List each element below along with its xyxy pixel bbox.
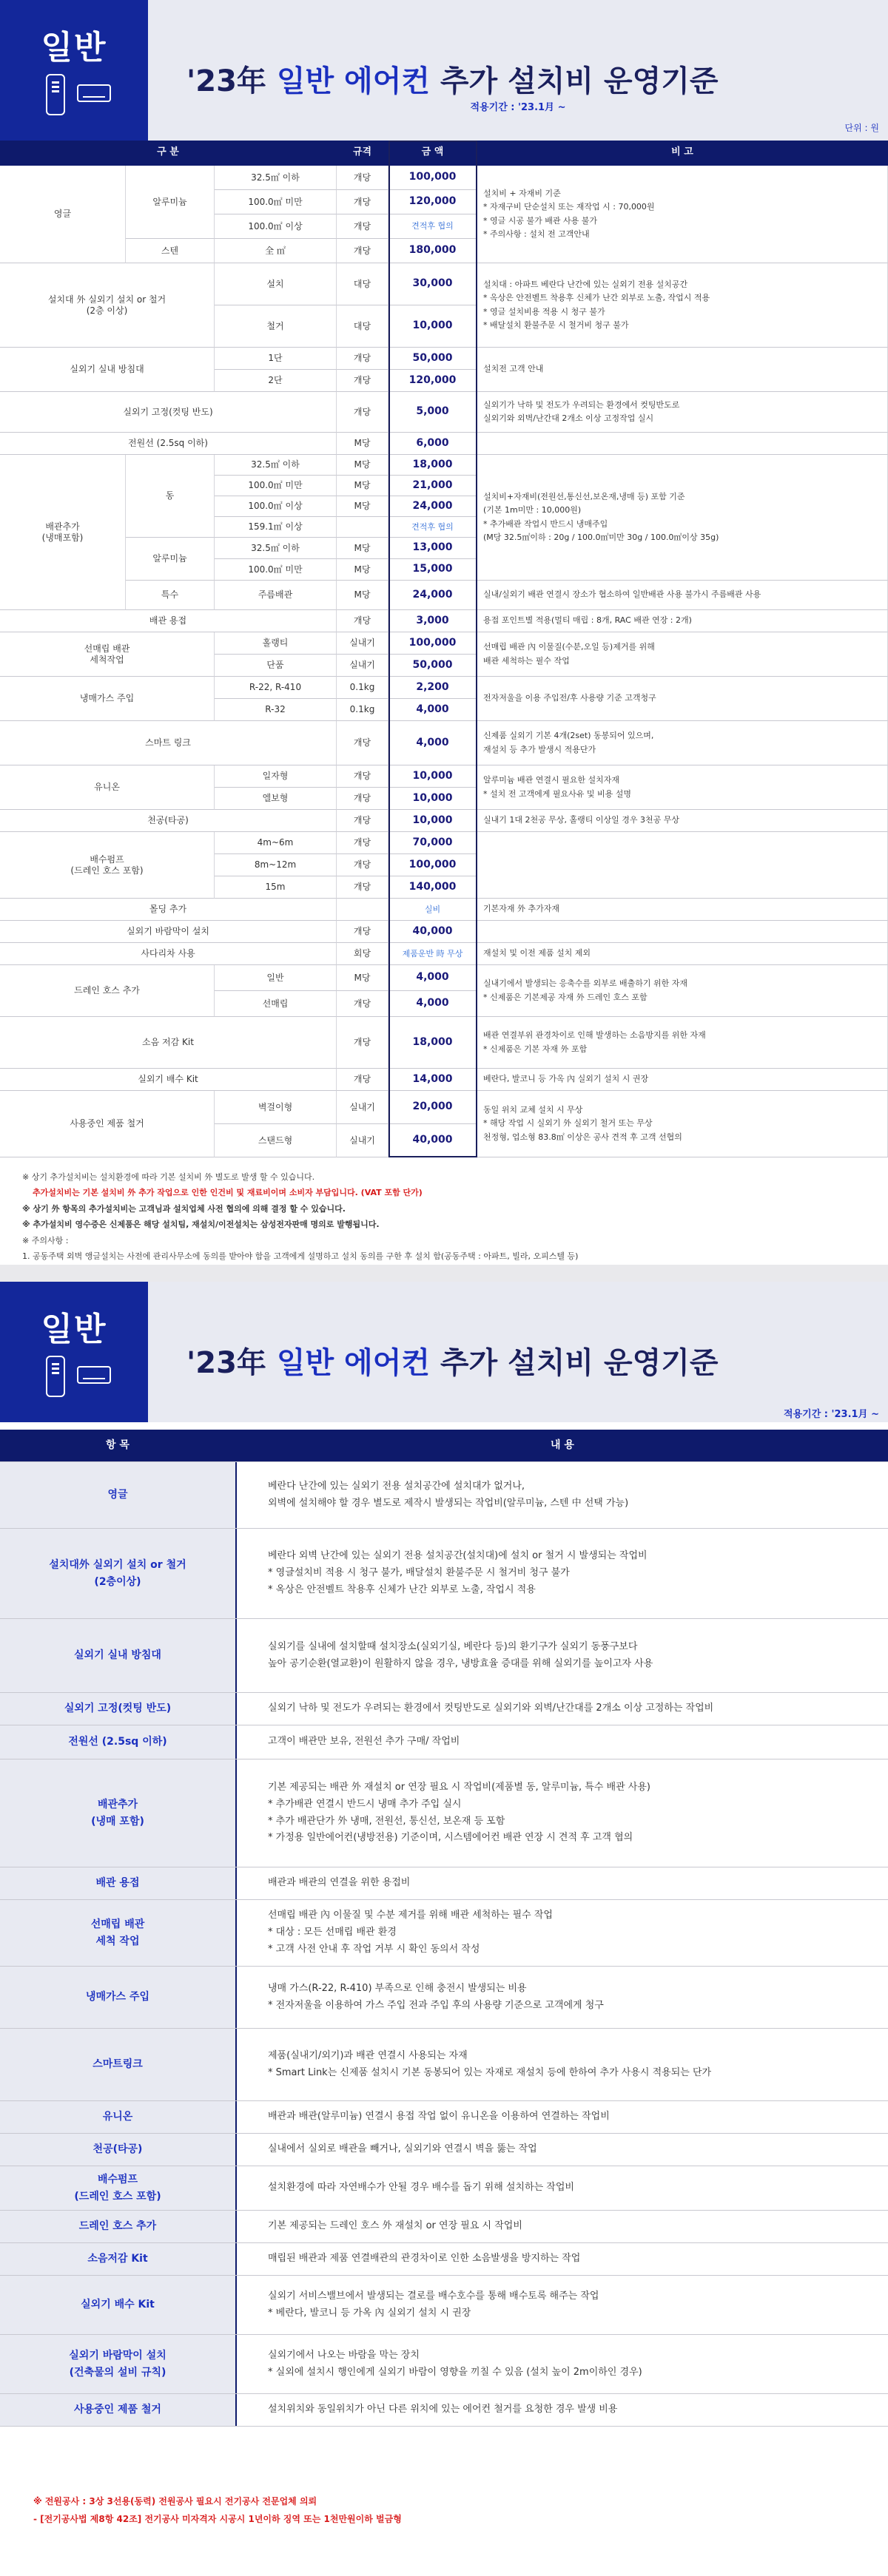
note-cell: 베란다, 발코니 등 가옥 內 실외기 설치 시 권장 — [477, 1069, 888, 1091]
row-label: 드레인 호스 추가 — [0, 965, 215, 1017]
col-category: 구 분 — [0, 141, 337, 166]
unit-cell: 개당 — [337, 392, 388, 433]
item-name-line: 설치대外 실외기 설치 or 철거 — [49, 1559, 186, 1572]
item-name — [0, 2211, 237, 2242]
footnote: ※ 상기 外 항목의 추가설치비는 고객님과 설치업체 사전 협의에 의해 결정 할 수 있습니다. — [22, 1203, 346, 1214]
item-name — [0, 2335, 237, 2393]
description-line: 실내에서 실외로 배관을 빼거나, 실외기와 연결시 벽을 뚫는 작업 — [268, 2143, 537, 2155]
unit-cell: 개당 — [337, 788, 388, 810]
row-label: 전원선 (2.5sq 이하) — [0, 433, 337, 455]
description-line: 실외기 낙하 및 전도가 우려되는 환경에서 컷팅반도로 실외기와 외벽/난간대를 2개소 이상 고정하는 작업비 — [268, 1703, 714, 1714]
unit-cell: 개당 — [337, 765, 388, 788]
description-line: 설치위치와 동일위치가 아닌 다른 위치에 있는 에어컨 철거를 요청한 경우 발생 비용 — [268, 2404, 618, 2416]
unit-cell: 개당 — [337, 1069, 388, 1091]
amount-cell: 5,000 — [388, 392, 477, 433]
amount-cell: 13,000 — [388, 538, 477, 559]
item-name-line: 사용중인 제품 철거 — [74, 2404, 161, 2416]
note-cell — [477, 921, 888, 943]
size-cell: 선매립 — [215, 991, 337, 1017]
row-label: 사용중인 제품 철거 — [0, 1091, 215, 1157]
item-description — [237, 2211, 888, 2242]
note-cell: 동일 위치 교체 설치 시 무상 * 해당 작업 시 실외기 外 실외기 철거 또는 무상 천정형, 업소형 83.8㎡ 이상은 공사 견적 후 고객 선협의 — [477, 1091, 888, 1157]
row-label: 배수펌프 (드레인 호스 포함) — [0, 832, 215, 899]
item-name-line: 스마트링크 — [92, 2058, 143, 2071]
item-name-line: 소음저감 Kit — [87, 2253, 148, 2265]
note-cell: 전자저울을 이용 주입전/후 사용량 기준 고객청구 — [477, 677, 888, 721]
size-cell: 100.0㎡ 미만 — [215, 476, 337, 496]
unit-cell: 실내기 — [337, 1124, 388, 1157]
row-label: 몰딩 추가 — [0, 899, 337, 921]
item-name — [0, 1967, 237, 2028]
row-label: 실외기 고정(컷팅 반도) — [0, 392, 337, 433]
price-table — [0, 141, 888, 1165]
brand-label: 일반 — [41, 1311, 107, 1348]
size-cell: 스탠드형 — [215, 1124, 337, 1157]
item-description — [237, 1759, 888, 1867]
footnote: ※ 추가설치비 영수증은 신제품은 해당 설치팀, 재설치/이전설치는 삼성전자판매 명의로 발행됩니다. — [22, 1220, 380, 1230]
description-line: * 영글설치비 적용 시 청구 불가, 배달설치 환불주문 시 철거비 청구 불가 — [268, 1567, 570, 1579]
amount-cell: 50,000 — [388, 655, 477, 677]
amount-cell: 14,000 — [388, 1069, 477, 1091]
description-line: * 대상 : 모든 선매립 배관 환경 — [268, 1927, 397, 1938]
item-name-line: (2층이상) — [94, 1575, 141, 1588]
item-name — [0, 1619, 237, 1692]
page-title: '23年 일반 에어컨 추가 설치비 운영기준 — [186, 64, 719, 98]
item-description — [237, 2029, 888, 2100]
row-sublabel: 스텐 — [126, 239, 215, 263]
item-name-line: (드레인 호스 포함) — [74, 2190, 161, 2203]
amount-cell: 30,000 — [388, 263, 477, 305]
item-name-line: 전원선 (2.5sq 이하) — [68, 1736, 167, 1748]
unit-cell: M당 — [337, 538, 388, 559]
unit-cell: 개당 — [337, 214, 388, 239]
description-line: * Smart Link는 신제품 설치시 기본 동봉되어 있는 자재로 재설치 등에 한하여 추가 사용시 적용되는 단가 — [268, 2066, 712, 2078]
description-line: 베란다 난간에 있는 실외기 전용 설치공간에 설치대가 없거나, — [268, 1480, 525, 1492]
size-cell: 철거 — [215, 305, 337, 348]
note-cell: 실내기 1대 2천공 무상, 홀랭티 이상일 경우 3천공 무상 — [477, 810, 888, 832]
description-line: 냉매 가스(R-22, R-410) 부족으로 인해 충전시 발생되는 비용 — [268, 1982, 527, 1994]
size-cell: 1단 — [215, 348, 337, 370]
item-name-line: 실외기 고정(컷팅 반도) — [64, 1703, 172, 1715]
item-name-line: 냉매가스 주입 — [85, 1991, 150, 2004]
row-label: 스마트 링크 — [0, 721, 337, 765]
amount-cell: 40,000 — [388, 921, 477, 943]
footnote: ※ 주의사항 : — [22, 1235, 69, 1245]
item-description — [237, 2276, 888, 2334]
item-name — [0, 2029, 237, 2100]
description-line: 배관과 배관의 연결을 위한 용접비 — [268, 1877, 411, 1889]
item-description — [237, 1900, 888, 1966]
footnotes — [22, 1169, 873, 1280]
unit-cell: 개당 — [337, 348, 388, 370]
description-line: * 고객 사전 안내 후 작업 거부 시 확인 동의서 작성 — [268, 1943, 480, 1955]
item-name-line: 실외기 바람막이 설치 — [69, 2350, 166, 2362]
unit-cell: M당 — [337, 559, 388, 581]
table-row — [0, 2276, 888, 2335]
item-name-line: 실외기 실내 방침대 — [74, 1649, 161, 1662]
row-label: 영글 — [0, 166, 126, 263]
section-divider — [0, 1265, 888, 1282]
amount-cell: 2,200 — [388, 677, 477, 699]
size-cell: 단품 — [215, 655, 337, 677]
unit-cell: 개당 — [337, 190, 388, 214]
col-amount: 금 액 — [388, 141, 477, 166]
amount-cell: 180,000 — [388, 239, 477, 263]
amount-cell: 4,000 — [388, 991, 477, 1017]
item-description — [237, 2101, 888, 2133]
item-name — [0, 2276, 237, 2334]
description-line: 제품(실내기/외기)과 배관 연결시 사용되는 자재 — [268, 2049, 468, 2061]
item-name-line: 배관추가 — [97, 1799, 138, 1811]
currency-unit: 단위 : 원 — [844, 123, 879, 133]
size-cell: 100.0㎡ 이상 — [215, 496, 337, 517]
unit-cell: M당 — [337, 965, 388, 991]
size-cell: 100.0㎡ 미만 — [215, 559, 337, 581]
row-label: 냉매가스 주입 — [0, 677, 215, 721]
amount-cell: 3,000 — [388, 610, 477, 632]
unit-cell: M당 — [337, 581, 388, 610]
amount-cell: 21,000 — [388, 476, 477, 496]
table-row — [0, 1693, 888, 1725]
amount-cell: 18,000 — [388, 455, 477, 476]
page-title: '23年 일반 에어컨 추가 설치비 운영기준 — [186, 1346, 719, 1380]
unit-cell: 개당 — [337, 876, 388, 899]
footer-line: - [전기공사법 제8항 42조] 전기공사 미자격자 시공시 1년이하 징역 또는 1천만원이하 벌금형 — [33, 2514, 402, 2524]
note-cell — [477, 433, 888, 455]
row-label: 유니온 — [0, 765, 215, 810]
unit-cell: 개당 — [337, 370, 388, 392]
table-row — [0, 1867, 888, 1900]
note-cell: 재설치 및 이전 제품 설치 제외 — [477, 943, 888, 965]
amount-cell: 견적후 협의 — [388, 517, 477, 538]
air-conditioner-icon — [77, 1366, 111, 1384]
item-description — [237, 1693, 888, 1725]
description-line: 실외기 서비스밸브에서 발생되는 결로를 배수호수를 통해 배수토록 해주는 작업 — [268, 2290, 599, 2302]
table-row — [0, 1967, 888, 2029]
unit-cell: M당 — [337, 455, 388, 476]
effective-period: 적용기간 : '23.1月 ~ — [470, 102, 566, 113]
description-line: 고객이 배관만 보유, 전원선 추가 구매/ 작업비 — [268, 1736, 460, 1748]
note-cell: 기본자재 外 추가자재 — [477, 899, 888, 921]
footnote: 1. 공동주택 외벽 앵글설치는 사전에 관리사무소에 동의를 받아야 함을 고객에게 설명하고 설치 동의를 구한 후 설치 함(공동주택 : 아파트, 빌라, 오피스텔 등) — [22, 1251, 579, 1262]
size-cell: 벽걸이형 — [215, 1091, 337, 1124]
item-name-line: (냉매 포함) — [91, 1815, 144, 1828]
page-header — [148, 1282, 888, 1422]
item-description — [237, 1619, 888, 1692]
size-cell: R-22, R-410 — [215, 677, 337, 699]
amount-cell: 100,000 — [388, 854, 477, 876]
amount-cell: 6,000 — [388, 433, 477, 455]
item-name — [0, 2101, 237, 2133]
item-description-section — [0, 1282, 888, 2576]
table-row — [0, 1725, 888, 1759]
size-cell: 100.0㎡ 이상 — [215, 214, 337, 239]
item-name-line: 세척 작업 — [95, 1935, 140, 1947]
note-cell: 설치전 고객 안내 — [477, 348, 888, 392]
amount-cell: 10,000 — [388, 810, 477, 832]
note-cell: 설치비+자재비(전원선,통신선,보온재,냉매 등) 포함 기준 (기본 1m미만 : 10,000원) * 추가배관 작업시 반드시 냉매주입 (M당 32.5㎡이하 : 20g / 100.0㎡미만 30g / 100.0㎡이상 35g) — [477, 455, 888, 581]
size-cell: 32.5㎡ 이하 — [215, 538, 337, 559]
table-row — [0, 2166, 888, 2211]
unit-cell: M당 — [337, 496, 388, 517]
row-label: 사다리차 사용 — [0, 943, 337, 965]
note-cell: 선매립 배관 內 이물질(수분,오일 등)제거를 위해 배관 세척하는 필수 작업 — [477, 632, 888, 677]
col-spec: 규격 — [337, 141, 388, 166]
amount-cell: 18,000 — [388, 1017, 477, 1069]
footer-line: ※ 전원공사 : 3상 3선용(동력) 전원공사 필요시 전기공사 전문업체 의뢰 — [33, 2496, 317, 2506]
description-line: 설치환경에 따라 자연배수가 안될 경우 배수를 돕기 위해 설치하는 작업비 — [268, 2182, 574, 2194]
brand-block — [0, 1282, 148, 1422]
footnote: ※ 상기 추가설치비는 설치환경에 따라 기본 설치비 外 별도로 발생 할 수 있습니다. — [22, 1172, 315, 1182]
unit-cell — [337, 517, 388, 538]
note-cell: 실외기가 낙하 및 전도가 우려되는 환경에서 컷팅반도로 실외기와 외벽/난간대 2개소 이상 고정작업 실시 — [477, 392, 888, 433]
size-cell: 15m — [215, 876, 337, 899]
table-row — [0, 2211, 888, 2243]
item-description — [237, 2166, 888, 2210]
description-line: * 추가배관 연결시 반드시 냉매 추가 주입 실시 — [268, 1798, 462, 1810]
row-sublabel: 알루미늄 — [126, 166, 215, 239]
amount-cell: 4,000 — [388, 965, 477, 991]
row-sublabel: 동 — [126, 455, 215, 538]
row-label: 배관추가 (냉매포함) — [0, 455, 126, 610]
size-cell: 일반 — [215, 965, 337, 991]
unit-cell: 개당 — [337, 921, 388, 943]
amount-cell: 20,000 — [388, 1091, 477, 1124]
item-description — [237, 2243, 888, 2275]
item-name-line: 배관 용접 — [95, 1877, 140, 1890]
description-line: 실외기에서 나오는 바람을 막는 장치 — [268, 2349, 420, 2361]
footnote-warning: 추가설치비는 기본 설치비 外 추가 작업으로 인한 인건비 및 재료비이며 소비자 부담입니다. (VAT 포함 단가) — [33, 1188, 423, 1198]
item-description — [237, 1967, 888, 2028]
amount-cell: 120,000 — [388, 190, 477, 214]
row-label: 천공(타공) — [0, 810, 337, 832]
item-name — [0, 1900, 237, 1966]
table-row — [0, 1759, 888, 1867]
size-cell: 100.0㎡ 미만 — [215, 190, 337, 214]
table-row — [0, 1462, 888, 1529]
unit-cell: 0.1kg — [337, 677, 388, 699]
unit-cell: 개당 — [337, 610, 388, 632]
item-description — [237, 1867, 888, 1899]
table-row — [0, 2335, 888, 2394]
description-line: 외벽에 설치해야 할 경우 별도로 제작시 발생되는 작업비(알루미늄, 스텐 中 선택 가능) — [268, 1497, 629, 1509]
note-cell: 실내기에서 발생되는 응축수를 외부로 배출하기 위한 자재 * 신제품은 기본제공 자재 外 드레인 호스 포함 — [477, 965, 888, 1017]
size-cell: 32.5㎡ 이하 — [215, 166, 337, 190]
description-line: 기본 제공되는 배관 外 재설치 or 연장 필요 시 작업비(제품별 동, 알루미늄, 특수 배관 사용) — [268, 1782, 650, 1793]
table-row — [0, 1619, 888, 1693]
amount-cell: 100,000 — [388, 632, 477, 655]
item-description — [237, 1529, 888, 1618]
item-name — [0, 1693, 237, 1725]
amount-cell: 140,000 — [388, 876, 477, 899]
unit-cell: 실내기 — [337, 655, 388, 677]
unit-cell: 개당 — [337, 166, 388, 190]
amount-cell: 4,000 — [388, 721, 477, 765]
item-description — [237, 2394, 888, 2426]
note-cell — [477, 832, 888, 899]
description-line: 실외기를 실내에 설치할때 설치장소(실외기실, 베란다 등)의 환기구가 실외기 동풍구보다 — [268, 1640, 638, 1652]
unit-cell: 회당 — [337, 943, 388, 965]
remote-icon — [46, 1356, 65, 1397]
amount-cell: 견적후 협의 — [388, 214, 477, 239]
table-row — [0, 1900, 888, 1967]
description-line: * 추가 배관단가 外 냉매, 전원선, 통신선, 보온재 등 포함 — [268, 1815, 505, 1827]
item-name-line: 실외기 배수 Kit — [81, 2299, 155, 2311]
row-label: 실외기 실내 방침대 — [0, 348, 215, 392]
row-sublabel: 특수 — [126, 581, 215, 610]
unit-cell: 0.1kg — [337, 699, 388, 721]
amount-cell: 10,000 — [388, 788, 477, 810]
size-cell: 2단 — [215, 370, 337, 392]
col-item: 항 목 — [0, 1430, 237, 1461]
table-row — [0, 1529, 888, 1619]
row-label: 설치대 外 실외기 설치 or 철거 (2층 이상) — [0, 263, 215, 348]
size-cell: 全 ㎡ — [215, 239, 337, 263]
amount-cell: 실비 — [388, 899, 477, 921]
description-line: * 베란다, 발코니 등 가옥 內 실외기 설치 시 권장 — [268, 2307, 471, 2319]
size-cell: 엘보형 — [215, 788, 337, 810]
row-label: 선매립 배관 세척작업 — [0, 632, 215, 677]
brand-block — [0, 0, 148, 141]
amount-cell: 120,000 — [388, 370, 477, 392]
footer-note — [33, 2492, 402, 2528]
item-name — [0, 2166, 237, 2210]
table-row — [0, 2101, 888, 2134]
item-name-line: 천공(타공) — [92, 2143, 143, 2156]
amount-cell: 40,000 — [388, 1124, 477, 1157]
amount-cell: 제품운반 時 무상 — [388, 943, 477, 965]
description-line: 선매립 배관 內 이물질 및 수분 제거를 위해 배관 세척하는 필수 작업 — [268, 1910, 553, 1921]
description-line: 기본 제공되는 드레인 호스 外 재설치 or 연장 필요 시 작업비 — [268, 2220, 522, 2232]
unit-cell: 실내기 — [337, 1091, 388, 1124]
row-sublabel: 알루미늄 — [126, 538, 215, 581]
item-name — [0, 2134, 237, 2166]
row-label: 소음 저감 Kit — [0, 1017, 337, 1069]
item-description — [237, 1725, 888, 1759]
unit-cell: 개당 — [337, 854, 388, 876]
amount-cell: 10,000 — [388, 305, 477, 348]
size-cell: 설치 — [215, 263, 337, 305]
effective-period: 적용기간 : '23.1月 ~ — [784, 1409, 879, 1420]
note-cell: 알루미늄 배관 연결시 필요한 설치자재 * 설치 전 고객에게 필요사유 및 비용 설명 — [477, 765, 888, 810]
description-line: * 실외에 설치시 행인에게 실외기 바람이 영향을 끼칠 수 있음 (설치 높이 2m이하인 경우) — [268, 2366, 642, 2378]
table-row — [0, 2394, 888, 2427]
amount-cell: 24,000 — [388, 496, 477, 517]
size-cell: 홀랭티 — [215, 632, 337, 655]
note-cell: 설치대 : 아파트 베란다 난간에 있는 실외기 전용 설치공간 * 옥상은 안전벨트 착용후 신체가 난간 외부로 노출, 작업시 적용 * 영글 설치비용 적용 시 청구 불가 * 배달설치 환불주문 시 철거비 청구 불가 — [477, 263, 888, 348]
unit-cell: M당 — [337, 476, 388, 496]
size-cell: 일자형 — [215, 765, 337, 788]
unit-cell: 개당 — [337, 721, 388, 765]
note-cell: 신제품 실외기 기본 4개(2set) 동봉되어 있으며, 재설치 등 추가 발생시 적용단가 — [477, 721, 888, 765]
description-line: * 옥상은 안전벨트 착용후 신체가 난간 외부로 노출, 작업시 적용 — [268, 1583, 536, 1595]
unit-cell: M당 — [337, 433, 388, 455]
description-line: 베란다 외벽 난간에 있는 실외기 전용 설치공간(설치대)에 설치 or 철거 시 발생되는 작업비 — [268, 1550, 648, 1562]
size-cell: R-32 — [215, 699, 337, 721]
page-header — [148, 0, 888, 141]
col-content: 내 용 — [237, 1430, 888, 1461]
item-name — [0, 1529, 237, 1618]
installation-cost-table-section — [0, 0, 888, 1265]
amount-cell: 100,000 — [388, 166, 477, 190]
size-cell: 159.1㎡ 이상 — [215, 517, 337, 538]
item-name-line: 드레인 호스 추가 — [78, 2220, 157, 2233]
note-cell: 용접 포인트별 적용(멀티 매립 : 8개, RAC 배관 연장 : 2개) — [477, 610, 888, 632]
unit-cell: 실내기 — [337, 632, 388, 655]
air-conditioner-icon — [77, 84, 111, 102]
unit-cell: 개당 — [337, 832, 388, 854]
remote-icon — [46, 74, 65, 115]
item-description — [237, 2335, 888, 2393]
size-cell: 8m~12m — [215, 854, 337, 876]
col-note: 비 고 — [477, 141, 888, 166]
note-cell: 실내/실외기 배관 연결시 장소가 협소하여 일반배관 사용 불가시 주름배관 사용 — [477, 581, 888, 610]
item-name — [0, 1867, 237, 1899]
item-name-line: 영글 — [107, 1489, 128, 1501]
unit-cell: 개당 — [337, 810, 388, 832]
brand-label: 일반 — [41, 29, 107, 67]
table-row — [0, 2134, 888, 2166]
unit-cell: 개당 — [337, 1017, 388, 1069]
size-cell: 32.5㎡ 이하 — [215, 455, 337, 476]
unit-cell: 대당 — [337, 305, 388, 348]
size-cell: 주름배관 — [215, 581, 337, 610]
item-name — [0, 2394, 237, 2426]
item-name — [0, 1759, 237, 1867]
item-description — [237, 1462, 888, 1528]
unit-cell: 개당 — [337, 239, 388, 263]
table-row — [0, 2029, 888, 2101]
unit-cell: 개당 — [337, 991, 388, 1017]
description-line: * 전자저울을 이용하여 가스 주입 전과 주입 후의 사용량 기준으로 고객에게 청구 — [268, 1999, 604, 2011]
unit-cell: 대당 — [337, 263, 388, 305]
description-line: 매립된 배관과 제품 연결배관의 관경차이로 인한 소음발생을 방지하는 작업 — [268, 2253, 581, 2265]
size-cell: 4m~6m — [215, 832, 337, 854]
item-name-line: (건축물의 설비 규칙) — [69, 2366, 166, 2379]
description-line: * 가정용 일반에어컨(냉방전용) 기준이며, 시스템에어컨 배관 연장 시 견적 후 고객 협의 — [268, 1832, 633, 1844]
note-cell: 설치비 + 자재비 기준 * 자재구비 단순설치 또는 재작업 시 : 70,000원 * 영글 시공 불가 배관 사용 불가 * 주의사항 : 설치 전 고객안내 — [477, 166, 888, 263]
item-name-line: 배수펌프 — [97, 2174, 138, 2186]
amount-cell: 15,000 — [388, 559, 477, 581]
row-label: 실외기 배수 Kit — [0, 1069, 337, 1091]
description-line: 높아 공기순환(열교환)이 원활하지 않을 경우, 냉방효율 증대를 위해 실외기를 높이고자 사용 — [268, 1657, 653, 1669]
amount-cell: 10,000 — [388, 765, 477, 788]
table-header — [0, 1430, 888, 1462]
amount-cell: 24,000 — [388, 581, 477, 610]
amount-cell: 4,000 — [388, 699, 477, 721]
item-name-line: 유니온 — [102, 2111, 133, 2123]
amount-cell: 50,000 — [388, 348, 477, 370]
amount-cell: 70,000 — [388, 832, 477, 854]
item-name — [0, 2243, 237, 2275]
item-name — [0, 1462, 237, 1528]
item-name-line: 선매립 배관 — [90, 1919, 145, 1931]
description-line: 배관과 배관(알루미늄) 연결시 용접 작업 없이 유니온을 이용하여 연결하는 작업비 — [268, 2111, 610, 2123]
unit-cell — [337, 899, 388, 921]
item-name — [0, 1725, 237, 1759]
row-label: 배관 용접 — [0, 610, 337, 632]
row-label: 실외기 바람막이 설치 — [0, 921, 337, 943]
table-row — [0, 2243, 888, 2276]
item-description — [237, 2134, 888, 2166]
note-cell: 배관 연결부위 관경차이로 인해 발생하는 소음방지를 위한 자재 * 신제품은 기본 자재 外 포함 — [477, 1017, 888, 1069]
